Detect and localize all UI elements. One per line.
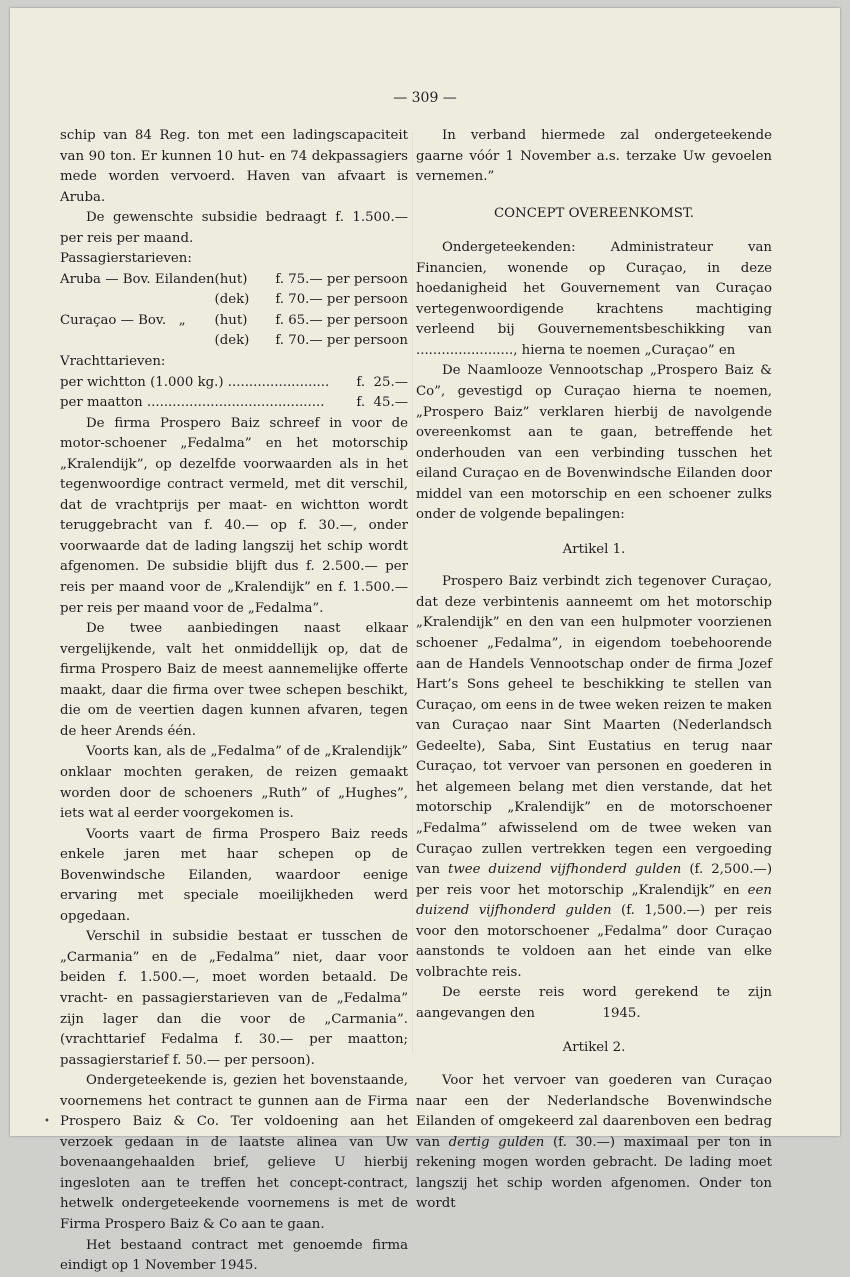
fare-price: f. 65.— per persoon: [275, 312, 408, 328]
table-row: [60, 311, 408, 332]
left-column: [60, 126, 408, 1277]
paragraph: Voorts vaart de firma Prospero Baiz reeds enkele jaren met haar schepen op de Bovenwindsche Eilanden, waardoor eenige ervaring met speciale moeilijkheden werd opgedaan.: [60, 826, 408, 924]
fare-route: [60, 290, 215, 311]
fare-class: (hut): [214, 312, 248, 328]
article-1-title: Artikel 1.: [562, 541, 626, 557]
emphasis: twee duizend vijfhonderd gulden: [448, 862, 682, 878]
fare-price: f. 70.— per persoon: [275, 333, 408, 349]
fare-class: (dek): [214, 333, 250, 349]
paragraph: De Naamlooze Vennootschap „Prospero Baiz & Co”, gevestigd op Curaçao hierna te noemen, „Prospero Baiz” verklaren hierbij de navolgende overeenkomst aan te gaan, betreffende het onderhouden van een verbinding tusschen het eiland Curaçao en de Bovenwindsche Eilanden door middel van een motorschip en een schoener zulks onder de volgende bepalingen:: [416, 363, 772, 523]
emphasis: dertig gulden: [448, 1134, 545, 1150]
paragraph: schip van 84 Reg. ton met een ladingscapaciteit van 90 ton. Er kunnen 10 hut- en 74 dekpassagiers mede worden vervoerd. Haven van afvaart is Aruba.: [60, 128, 408, 205]
freight-price: f. 45.—: [356, 395, 408, 411]
table-row: [60, 373, 408, 394]
article-2-title: Artikel 2.: [562, 1040, 626, 1056]
scan-speck: •: [44, 1116, 50, 1127]
fare-class: (hut): [214, 271, 248, 287]
section-heading: CONCEPT OVEREENKOMST.: [493, 205, 694, 221]
fare-route: Aruba — Bov. Eilanden: [60, 271, 215, 287]
fare-route: Curaçao — Bov. „: [60, 312, 186, 328]
fare-price: f. 75.— per persoon: [275, 271, 408, 287]
article-1-paragraph: [416, 572, 772, 983]
fare-class: (dek): [214, 292, 250, 308]
column-gutter: [412, 133, 413, 1053]
passenger-fares-heading: Passagierstarieven:: [60, 251, 192, 267]
freight-price: f. 25.—: [356, 374, 408, 390]
paragraph: De eerste reis word gerekend te zijn aangevangen den 1945.: [416, 985, 777, 1021]
freight-label: per wichtton (1.000 kg.) ........................: [60, 374, 330, 390]
table-row: [60, 393, 408, 414]
freight-rates-heading: Vrachttarieven:: [60, 354, 166, 370]
page-number: — 309 —: [393, 90, 457, 106]
paragraph: Ondergeteekende is, gezien het bovenstaande, voornemens het contract te gunnen aan de Firma Prospero Baiz & Co. Ter voldoening aan het verzoek gedaan in de laatste alinea van Uw bovenaangehaalden brief, gelieve U hierbij ingesloten aan te treffen het concept-contract, hetwelk ondergeteekende voornemens is met de Firma Prospero Baiz & Co aan te gaan.: [60, 1073, 408, 1232]
text-run: (f. 2,500.—) per reis voor het motorschip „Kralendijk” en: [416, 862, 773, 898]
paragraph: Verschil in subsidie bestaat er tusschen de „Carmania” en de „Fedalma” niet, daar voor beiden f. 1.500.—, moet worden betaald. De vracht- en passagierstarieven van de „Fedalma” zijn lager dan die voor de „Carmania”. (vrachttarief Fedalma f. 30.— per maatton; passagierstarief f. 50.— per persoon).: [60, 929, 408, 1068]
document-page: [10, 8, 840, 1274]
paragraph: De gewenschte subsidie bedraagt f. 1.500.— per reis per maand.: [60, 210, 408, 246]
paragraph: Ondergeteekenden: Administrateur van Financien, wonende op Curaçao, in deze hoedanigheid het Gouvernement van Curaçao vertegenwoordigende krachtens machtiging verleend bij Gouvernementsbeschikking van ......................., hierna te noemen „Curaçao” en: [416, 240, 772, 358]
text-run: (f. 1,500.—) per reis voor den motorschoener „Fedalma” door Curaçao aanstonds te voldoen aan het einde van elke volbrachte reis.: [416, 903, 773, 980]
text-run: Voor het vervoer van goederen van Curaçao naar een der Nederlandsche Bovenwindsche Eilanden of omgekeerd zal daarenboven een bedrag van: [416, 1072, 772, 1150]
paragraph: De twee aanbiedingen naast elkaar vergelijkende, valt het onmiddellijk op, dat de firma Prospero Baiz de meest aannemelijke offerte maakt, daar die firma over twee schepen beschikt, die om de veertien dagen kunnen afvaren, tegen de heer Arends één.: [60, 621, 408, 739]
text-run: (f. 30.—) maximaal per ton in rekening mogen worden gebracht. De lading moet langszij het schip worden afgenomen. Onder ton wordt: [416, 1134, 772, 1212]
table-row: [60, 270, 408, 291]
right-column: [416, 126, 777, 1215]
paragraph: Voorts kan, als de „Fedalma” of de „Kralendijk” onklaar mochten geraken, de reizen gemaakt worden door de schoeners „Ruth” of „Hughes”, iets wat al eerder voorgekomen is.: [60, 744, 408, 822]
freight-rates-table: [60, 373, 408, 414]
fare-route: [60, 331, 215, 352]
paragraph: De firma Prospero Baiz schreef in voor de motor-schoener „Fedalma” en het motorschip „Kralendijk”, op dezelfde voorwaarden als in het tegenwoordige contract vermeld, met dit verschil, dat de vrachtprijs per maat- en wichtton wordt teruggebracht van f. 40.— op f. 30.—, onder voorwaarde dat de lading langszij het schip wordt afgenomen. De subsidie blijft dus f. 2.500.— per reis per maand voor de „Kralendijk” en f. 1.500.— per reis per maand voor de „Fedalma”.: [60, 415, 408, 616]
emphasis: een duizend vijfhonderd gulden: [416, 882, 772, 919]
table-row: [60, 331, 408, 352]
passenger-fares-table: [60, 270, 408, 352]
paragraph: In verband hiermede zal ondergeteekende gaarne vóór 1 November a.s. terzake Uw gevoelen vernemen.”: [416, 128, 772, 185]
freight-label: per maatton ..........................................: [60, 395, 325, 411]
table-row: [60, 290, 408, 311]
paragraph: Het bestaand contract met genoemde firma eindigt op 1 November 1945.: [60, 1237, 408, 1274]
fare-price: f. 70.— per persoon: [275, 292, 408, 308]
text-run: Prospero Baiz verbindt zich tegenover Curaçao, dat deze verbintenis aanneemt om het motorschip „Kralendijk” en den van een hulpmoter voorzienen schoener „Fedalma”, in eigendom toebehoorende aan de Handels Vennootschap onder de firma Jozef Hart’s Sons geheel te beschikking te stellen van Curaçao, om eens in de twee weken reizen te maken van Curaçao naar Sint Maarten (Nederlandsch Gedeelte), Saba, Sint Eustatius en terug naar Curaçao, tot vervoer van personen en goederen in het algemeen belang met dien verstande, dat het motorschip „Kralendijk” en de motorschoener „Fedalma” afwisselend om de twee weken van Curaçao zullen vertrekken tegen een vergoeding van: [416, 574, 772, 878]
